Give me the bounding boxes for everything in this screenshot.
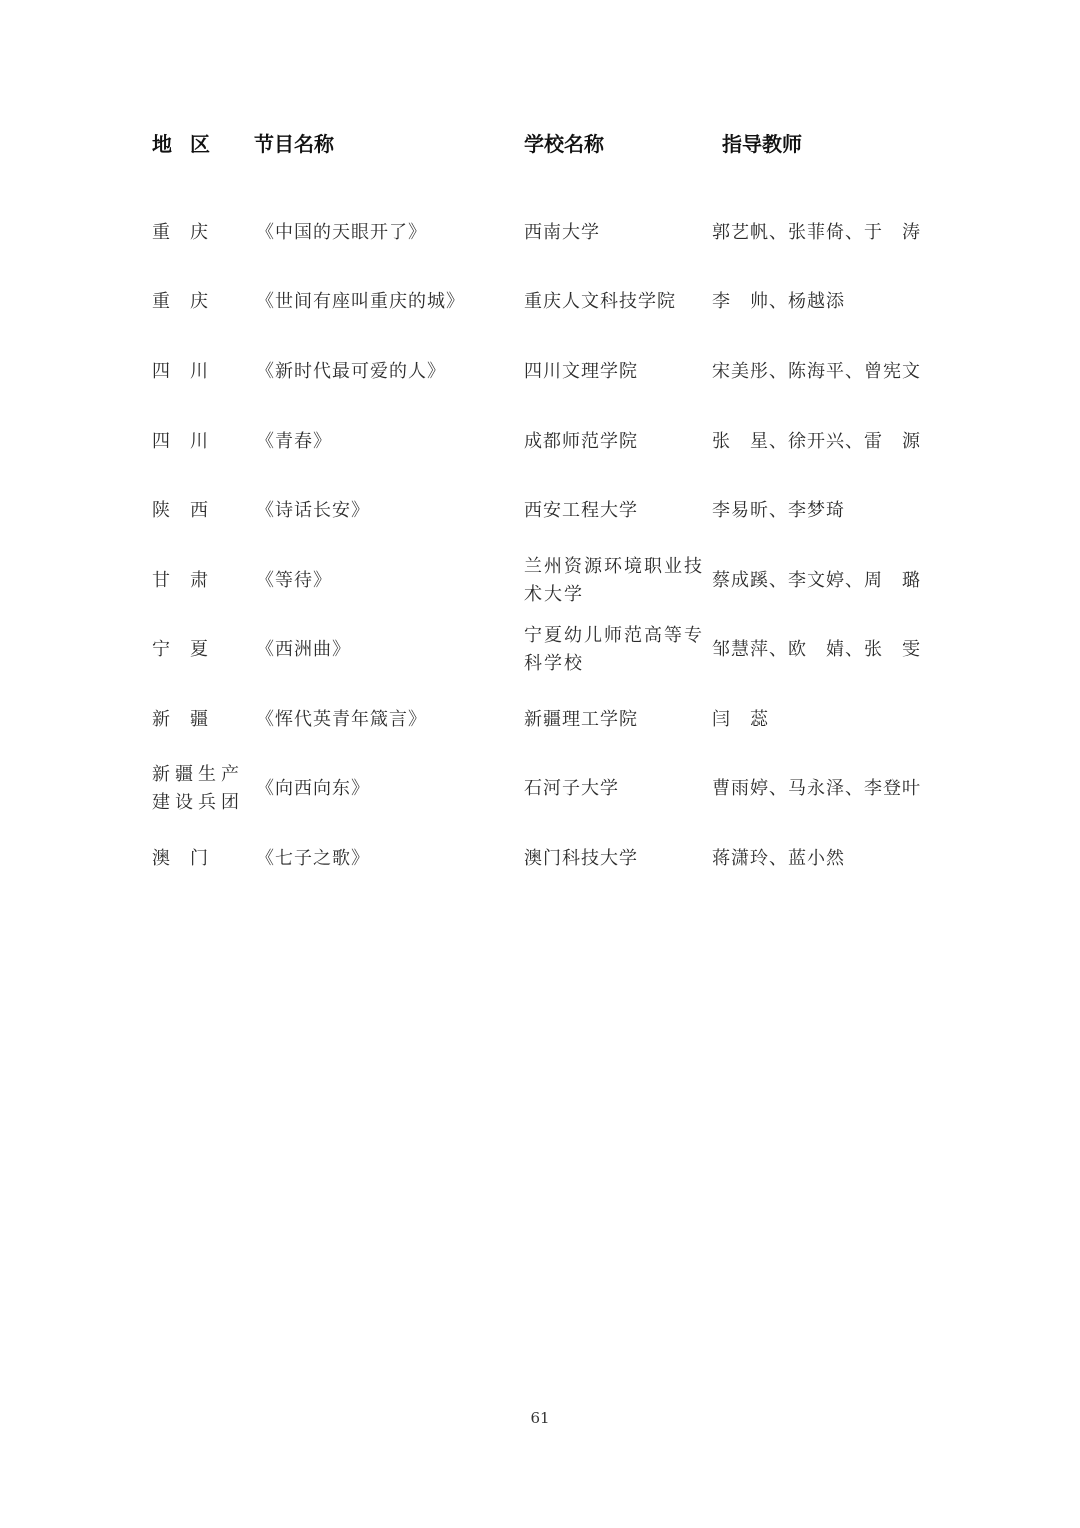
teacher-cell: 郭艺帆、张菲倚、于 涛 — [712, 222, 921, 243]
region-cell: 四川 — [152, 431, 228, 452]
school-cell: 西安工程大学 — [524, 500, 638, 521]
program-cell: 《新时代最可爱的人》 — [256, 361, 446, 382]
table-row — [0, 201, 1080, 265]
teacher-cell: 邹慧萍、欧 婧、张 雯 — [712, 639, 921, 660]
program-cell: 《青春》 — [256, 431, 332, 452]
table-row — [0, 688, 1080, 752]
school-cell: 重庆人文科技学院 — [524, 291, 676, 312]
school-cell: 澳门科技大学 — [524, 848, 638, 869]
school-cell: 石河子大学 — [524, 778, 619, 799]
table-row — [0, 827, 1080, 891]
teacher-cell: 蔡成蹊、李文婷、周 璐 — [712, 570, 921, 591]
school-cell: 四川文理学院 — [524, 361, 638, 382]
region-cell: 甘肃 — [152, 570, 228, 591]
program-cell: 《向西向东》 — [256, 778, 370, 799]
header-region: 地区 — [152, 132, 228, 156]
teacher-cell: 张 星、徐开兴、雷 源 — [712, 431, 921, 452]
table-row — [0, 340, 1080, 404]
table-row — [0, 479, 1080, 543]
teacher-cell: 闫 蕊 — [712, 709, 769, 730]
header-school: 学校名称 — [524, 132, 604, 156]
teacher-cell: 李 帅、杨越添 — [712, 291, 845, 312]
region-cell: 澳门 — [152, 848, 228, 869]
school-cell: 新疆理工学院 — [524, 709, 638, 730]
teacher-cell: 蒋潇玲、蓝小然 — [712, 848, 845, 869]
table-row — [0, 549, 1080, 613]
table-row — [0, 270, 1080, 334]
program-cell: 《七子之歌》 — [256, 848, 370, 869]
program-cell: 《中国的天眼开了》 — [256, 222, 427, 243]
region-cell: 新疆 — [152, 709, 228, 730]
school-cell: 西南大学 — [524, 222, 600, 243]
program-cell: 《世间有座叫重庆的城》 — [256, 291, 465, 312]
teacher-cell: 曹雨婷、马永泽、李登叶 — [712, 778, 921, 799]
region-cell: 陕西 — [152, 500, 228, 521]
program-cell: 《诗话长安》 — [256, 500, 370, 521]
region-cell: 重庆 — [152, 291, 228, 312]
region-cell: 重庆 — [152, 222, 228, 243]
school-cell: 成都师范学院 — [524, 431, 638, 452]
teacher-cell: 宋美彤、陈海平、曾宪文 — [712, 361, 921, 382]
header-program: 节目名称 — [254, 132, 334, 156]
header-teacher: 指导教师 — [722, 132, 802, 156]
region-cell: 新疆生产建设兵团 — [152, 764, 244, 813]
page-number: 61 — [530, 1409, 550, 1427]
program-cell: 《等待》 — [256, 570, 332, 591]
table-row — [0, 410, 1080, 474]
table-row — [0, 618, 1080, 682]
program-cell: 《西洲曲》 — [256, 639, 351, 660]
school-cell: 宁夏幼儿师范高等专科学校 — [524, 625, 704, 674]
table-row — [0, 757, 1080, 821]
table-header — [0, 128, 1080, 162]
teacher-cell: 李易昕、李梦琦 — [712, 500, 845, 521]
region-cell: 宁夏 — [152, 639, 228, 660]
program-cell: 《恽代英青年箴言》 — [256, 709, 427, 730]
region-cell: 四川 — [152, 361, 228, 382]
school-cell: 兰州资源环境职业技术大学 — [524, 556, 704, 605]
